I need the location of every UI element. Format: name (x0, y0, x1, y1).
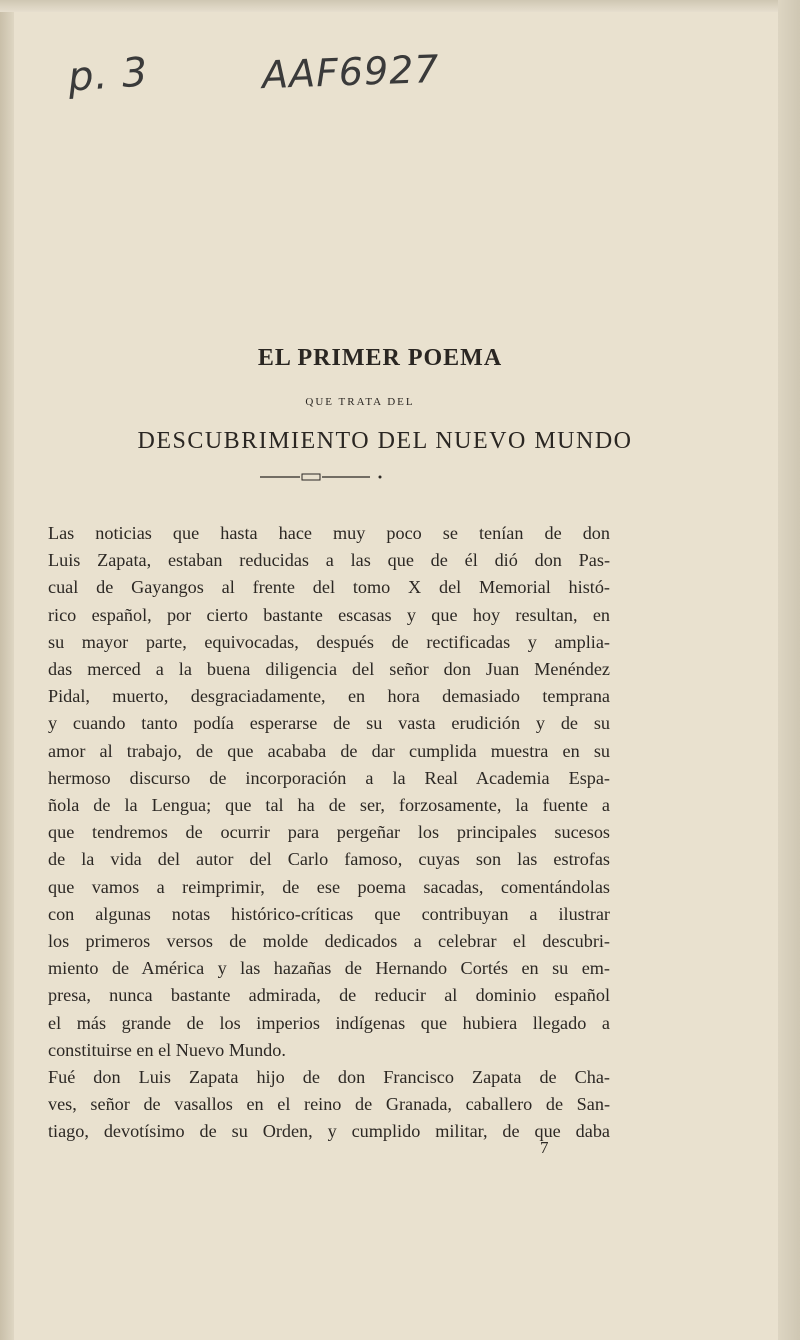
text-line: que tendremos de ocurrir para pergeñar los principales sucesos (48, 822, 610, 843)
title-line-3: DESCUBRIMIENTO DEL NUEVO MUNDO (137, 428, 633, 454)
body-text (48, 520, 610, 1146)
paragraph-2 (48, 1064, 610, 1146)
text-line: hermoso discurso de incorporación a la Real Academia Espa- (48, 767, 610, 788)
text-line: tiago, devotísimo de su Orden, y cumplido militar, de que daba (48, 1121, 610, 1142)
top-edge (0, 0, 800, 12)
text-line: ñola de la Lengua; que tal ha de ser, forzosamente, la fuente a (48, 795, 610, 816)
handwritten-shelf-note: p. 3 (66, 49, 150, 101)
text-line: das merced a la buena diligencia del señor don Juan Menéndez (48, 659, 610, 680)
text-line: rico español, por cierto bastante escasas y que hoy resultan, en (48, 604, 610, 625)
text-line: los primeros versos de molde dedicados a celebrar el descubri- (48, 931, 610, 952)
text-line: cual de Gayangos al frente del tomo X del Memorial histó- (48, 577, 610, 598)
text-line: Fué don Luis Zapata hijo de don Francisco Zapata de Cha- (48, 1067, 610, 1088)
text-line: presa, nunca bastante admirada, de reducir al dominio español (48, 985, 610, 1006)
text-line: constituirse en el Nuevo Mundo. (48, 1039, 286, 1060)
text-line: y cuando tanto podía esperarse de su vasta erudición y de su (48, 713, 610, 734)
text-line: Luis Zapata, estaban reducidas a las que de él dió don Pas- (48, 550, 610, 571)
title-line-1: EL PRIMER POEMA (257, 345, 503, 371)
text-line: su mayor parte, equivocadas, después de rectificadas y amplia- (48, 631, 610, 652)
text-line: que vamos a reimprimir, de ese poema sacadas, comentándolas (48, 876, 610, 897)
handwritten-call-number: AAF6927 (261, 46, 441, 98)
binding-edge (0, 0, 14, 1340)
text-line: ves, señor de vasallos en el reino de Granada, caballero de San- (48, 1094, 610, 1115)
page-number: 7 (540, 1138, 549, 1157)
ornament-divider-icon (260, 470, 400, 484)
text-line: con algunas notas histórico-críticas que contribuyan a ilustrar (48, 903, 610, 924)
text-line: Las noticias que hasta hace muy poco se tenían de don (48, 523, 610, 543)
text-line: amor al trabajo, de que acababa de dar cumplida muestra en su (48, 740, 610, 761)
title-line-2: QUE TRATA DEL (305, 396, 415, 408)
paragraph-1 (48, 520, 610, 1064)
text-line: de la vida del autor del Carlo famoso, cuyas son las estrofas (48, 849, 610, 870)
text-line: miento de América y las hazañas de Hernando Cortés en su em- (48, 958, 610, 979)
text-line: el más grande de los imperios indígenas que hubiera llegado a (48, 1012, 610, 1033)
right-edge (778, 0, 800, 1340)
text-line: Pidal, muerto, desgraciadamente, en hora demasiado temprana (48, 686, 610, 707)
